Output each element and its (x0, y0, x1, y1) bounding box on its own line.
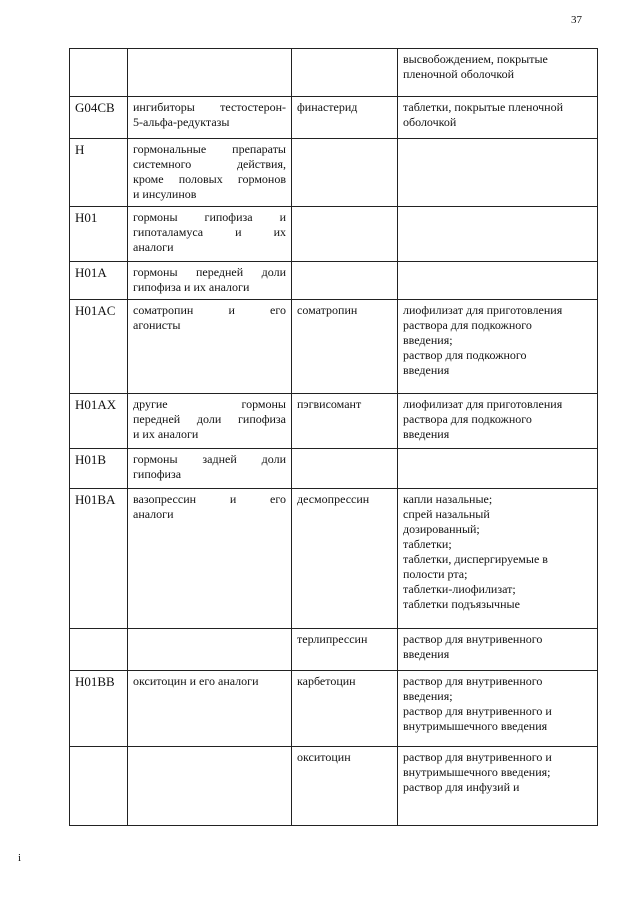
group-name-line: другие гормоны (133, 397, 286, 411)
dosage-form-line: таблетки-лиофилизат; (403, 582, 516, 596)
dosage-form-line: таблетки подъязычные (403, 597, 520, 611)
dosage-form-line: высвобождением, покрытые (403, 52, 548, 66)
dosage-form-line: раствор для внутривенного и (403, 704, 552, 718)
group-name-line: соматропин и его (133, 303, 286, 317)
dosage-form-line: дозированный; (403, 522, 480, 536)
drug-name-cell (292, 449, 398, 489)
dosage-form-line: введения (403, 363, 450, 377)
dosage-form-line: таблетки, диспергируемые в (403, 552, 548, 566)
dosage-form-line: раствора для подкожного (403, 412, 532, 426)
dosage-form-cell (398, 489, 598, 629)
drug-name-cell: окситоцин (292, 747, 398, 826)
margin-mark: i (18, 852, 22, 864)
dosage-form-line: оболочкой (403, 115, 457, 129)
table-row (70, 394, 598, 449)
group-name-cell (128, 629, 292, 671)
group-name-cell (128, 300, 292, 394)
dosage-form-line: раствор для внутривенного (403, 674, 543, 688)
table-row (70, 629, 598, 671)
group-name-line: 5-альфа-редуктазы (133, 115, 230, 129)
atc-code-cell: G04CB (70, 97, 128, 139)
dosage-form-cell (398, 49, 598, 97)
atc-code-cell: H01B (70, 449, 128, 489)
table-row (70, 207, 598, 262)
table-row (70, 300, 598, 394)
drug-name-cell (292, 139, 398, 207)
atc-code-cell (70, 629, 128, 671)
drug-table (69, 48, 598, 826)
dosage-form-line: внутримышечного введения (403, 719, 548, 733)
dosage-form-line: пленочной оболочкой (403, 67, 515, 81)
group-name-line: ингибиторы тестостерон- (133, 100, 286, 114)
table-row (70, 489, 598, 629)
dosage-form-cell (398, 629, 598, 671)
atc-code-cell: H (70, 139, 128, 207)
dosage-form-line: введения; (403, 689, 453, 703)
dosage-form-line: раствор для внутривенного (403, 632, 543, 646)
page-number: 37 (571, 14, 582, 26)
group-name-line: гормоны передней доли (133, 265, 286, 279)
group-name-cell (128, 489, 292, 629)
group-name-line: гормоны задней доли (133, 452, 286, 466)
dosage-form-line: раствор для инфузий и (403, 780, 520, 794)
dosage-form-line: раствора для подкожного (403, 318, 532, 332)
group-name-line: системного действия, (133, 157, 286, 171)
table-row (70, 747, 598, 826)
group-name-line: агонисты (133, 318, 181, 332)
dosage-form-line: лиофилизат для приготовления (403, 397, 563, 411)
table-row (70, 449, 598, 489)
drug-name-cell: пэгвисомант (292, 394, 398, 449)
group-name-cell (128, 671, 292, 747)
dosage-form-line: раствор для внутривенного и (403, 750, 552, 764)
dosage-form-cell (398, 449, 598, 489)
group-name-cell (128, 97, 292, 139)
group-name-line: аналоги (133, 507, 174, 521)
drug-name-cell: соматропин (292, 300, 398, 394)
dosage-form-line: лиофилизат для приготовления (403, 303, 563, 317)
group-name-line: кроме половых гормонов (133, 172, 286, 186)
table-row (70, 97, 598, 139)
dosage-form-cell (398, 671, 598, 747)
drug-name-cell (292, 262, 398, 300)
dosage-form-line: введения (403, 647, 450, 661)
table-row (70, 262, 598, 300)
group-name-line: гормональные препараты (133, 142, 286, 156)
group-name-line: аналоги (133, 240, 174, 254)
group-name-cell (128, 49, 292, 97)
dosage-form-line: капли назальные; (403, 492, 493, 506)
group-name-cell (128, 262, 292, 300)
table-row (70, 139, 598, 207)
atc-code-cell: H01BB (70, 671, 128, 747)
dosage-form-line: введения (403, 427, 450, 441)
atc-code-cell: H01 (70, 207, 128, 262)
dosage-form-cell (398, 97, 598, 139)
dosage-form-line: раствор для подкожного (403, 348, 527, 362)
dosage-form-line: введения; (403, 333, 453, 347)
dosage-form-cell (398, 262, 598, 300)
atc-code-cell (70, 747, 128, 826)
group-name-cell (128, 449, 292, 489)
group-name-line: окситоцин и его аналоги (133, 674, 259, 688)
group-name-cell (128, 139, 292, 207)
atc-code-cell: H01A (70, 262, 128, 300)
dosage-form-line: полости рта; (403, 567, 468, 581)
group-name-line: гипофиза и их аналоги (133, 280, 250, 294)
table-row (70, 49, 598, 97)
group-name-cell (128, 394, 292, 449)
drug-table-body (70, 49, 598, 826)
dosage-form-line: внутримышечного введения; (403, 765, 551, 779)
drug-name-cell: десмопрессин (292, 489, 398, 629)
atc-code-cell: H01BA (70, 489, 128, 629)
drug-name-cell (292, 49, 398, 97)
group-name-line: передней доли гипофиза (133, 412, 286, 426)
dosage-form-cell (398, 394, 598, 449)
dosage-form-line: таблетки, покрытые пленочной (403, 100, 564, 114)
group-name-line: вазопрессин и его (133, 492, 286, 506)
drug-name-cell: финастерид (292, 97, 398, 139)
table-row (70, 671, 598, 747)
group-name-line: гормоны гипофиза и (133, 210, 286, 224)
dosage-form-cell (398, 139, 598, 207)
group-name-line: и инсулинов (133, 187, 197, 201)
atc-code-cell: H01AX (70, 394, 128, 449)
group-name-line: гипофиза (133, 467, 182, 481)
dosage-form-cell (398, 747, 598, 826)
drug-name-cell: карбетоцин (292, 671, 398, 747)
group-name-cell (128, 207, 292, 262)
dosage-form-line: таблетки; (403, 537, 452, 551)
group-name-line: гипоталамуса и их (133, 225, 286, 239)
atc-code-cell: H01AC (70, 300, 128, 394)
dosage-form-cell (398, 207, 598, 262)
dosage-form-cell (398, 300, 598, 394)
group-name-cell (128, 747, 292, 826)
atc-code-cell (70, 49, 128, 97)
drug-name-cell: терлипрессин (292, 629, 398, 671)
group-name-line: и их аналоги (133, 427, 199, 441)
dosage-form-line: спрей назальный (403, 507, 490, 521)
drug-name-cell (292, 207, 398, 262)
